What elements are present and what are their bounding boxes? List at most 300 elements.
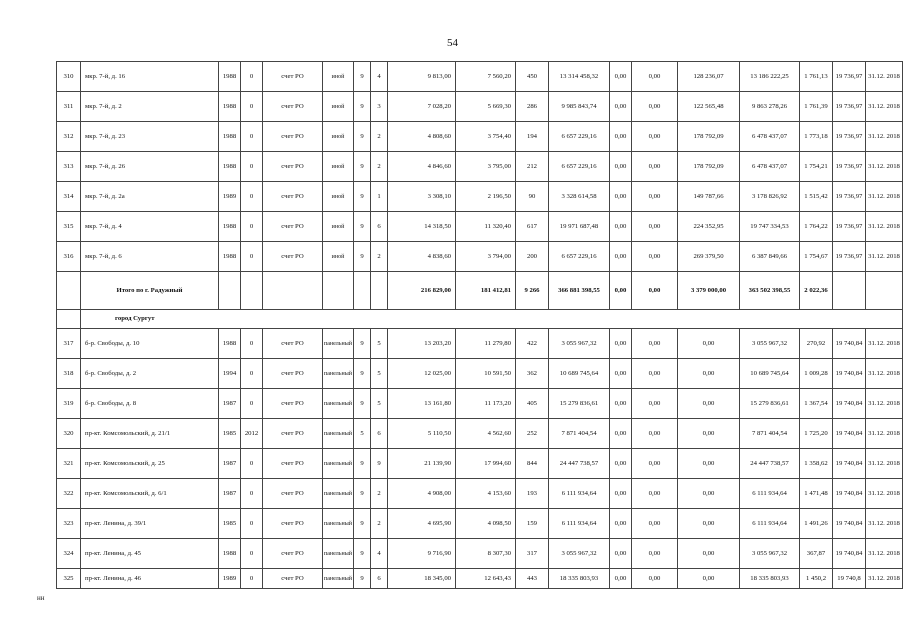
- cost-share-2-cell: 0,00: [632, 479, 678, 509]
- entrances-cell: 4: [371, 62, 388, 92]
- address-cell: пр-кт. Ленина, д. 45: [81, 539, 219, 569]
- entrances-cell: 2: [371, 122, 388, 152]
- table-row: [57, 92, 903, 122]
- unit-cost-cell: 1 491,26: [800, 509, 833, 539]
- cost-share-4-cell: 6 111 934,64: [740, 509, 800, 539]
- total-c4: 363 502 398,55: [740, 272, 800, 310]
- address-cell: мкр. 7-й, д. 2: [81, 92, 219, 122]
- cost-share-3-cell: 0,00: [678, 389, 740, 419]
- floors-cell: 9: [354, 359, 371, 389]
- living-area-cell: 5 669,30: [456, 92, 516, 122]
- city-row: [57, 310, 903, 329]
- unit-cost-cell: 1 009,28: [800, 359, 833, 389]
- unit-cost-cell: 1 761,39: [800, 92, 833, 122]
- repair-year-cell: 0: [241, 509, 263, 539]
- floors-cell: 9: [354, 242, 371, 272]
- deadline-cell: 31.12. 2018: [866, 479, 903, 509]
- cost-share-2-cell: 0,00: [632, 242, 678, 272]
- total-area-cell: 9 716,90: [388, 539, 456, 569]
- floors-cell: 9: [354, 92, 371, 122]
- living-area-cell: 4 098,50: [456, 509, 516, 539]
- wall-material-cell: панельный: [323, 479, 354, 509]
- total-area-cell: 4 695,90: [388, 509, 456, 539]
- cost-share-3-cell: 0,00: [678, 479, 740, 509]
- table-row: [57, 479, 903, 509]
- fund-type-cell: счет РО: [263, 212, 323, 242]
- unit-cost-cell: 270,92: [800, 329, 833, 359]
- max-unit-cost-cell: 19 736,97: [833, 242, 866, 272]
- floors-cell: 9: [354, 329, 371, 359]
- cost-share-1-cell: 0,00: [610, 449, 632, 479]
- cost-share-2-cell: 0,00: [632, 62, 678, 92]
- address-cell: мкр. 7-й, д. 26: [81, 152, 219, 182]
- repair-year-cell: 2012: [241, 419, 263, 449]
- rows-surgut: [57, 329, 903, 589]
- fund-type-cell: счет РО: [263, 182, 323, 212]
- repair-year-cell: 0: [241, 449, 263, 479]
- max-unit-cost-cell: 19 740,84: [833, 479, 866, 509]
- address-cell: пр-кт. Ленина, д. 39/1: [81, 509, 219, 539]
- cost-share-3-cell: 122 565,48: [678, 92, 740, 122]
- table-row: [57, 509, 903, 539]
- footer-mark: нн: [37, 594, 45, 602]
- cost-share-3-cell: 0,00: [678, 419, 740, 449]
- residents-cell: 617: [516, 212, 549, 242]
- fund-type-cell: счет РО: [263, 359, 323, 389]
- cost-share-4-cell: 24 447 738,57: [740, 449, 800, 479]
- total-area-cell: 5 110,50: [388, 419, 456, 449]
- deadline-cell: 31.12. 2018: [866, 242, 903, 272]
- cost-share-2-cell: 0,00: [632, 152, 678, 182]
- total-people: 9 266: [516, 272, 549, 310]
- total-section: [57, 272, 903, 329]
- total-area-cell: 3 308,10: [388, 182, 456, 212]
- table-row: [57, 122, 903, 152]
- cost-share-3-cell: 224 352,95: [678, 212, 740, 242]
- cost-share-4-cell: 15 279 836,61: [740, 389, 800, 419]
- row-number-cell: 315: [57, 212, 81, 242]
- residents-cell: 422: [516, 329, 549, 359]
- build-year-cell: 1985: [219, 419, 241, 449]
- unit-cost-cell: 1 358,62: [800, 449, 833, 479]
- entrances-cell: 6: [371, 419, 388, 449]
- living-area-cell: 8 307,30: [456, 539, 516, 569]
- address-cell: мкр. 7-й, д. 2а: [81, 182, 219, 212]
- unit-cost-cell: 1 764,22: [800, 212, 833, 242]
- cost-share-1-cell: 0,00: [610, 509, 632, 539]
- living-area-cell: 4 562,60: [456, 419, 516, 449]
- table-row: [57, 539, 903, 569]
- total-cost-cell: 3 055 967,32: [549, 539, 610, 569]
- wall-material-cell: иной: [323, 92, 354, 122]
- max-unit-cost-cell: 19 740,84: [833, 449, 866, 479]
- living-area-cell: 4 153,60: [456, 479, 516, 509]
- table-row: [57, 569, 903, 589]
- total-cost-cell: 3 055 967,32: [549, 329, 610, 359]
- build-year-cell: 1985: [219, 509, 241, 539]
- total-label: Итого по г. Радужный: [81, 272, 219, 310]
- wall-material-cell: иной: [323, 122, 354, 152]
- deadline-cell: 31.12. 2018: [866, 389, 903, 419]
- address-cell: б-р. Свободы, д. 2: [81, 359, 219, 389]
- entrances-cell: 2: [371, 152, 388, 182]
- fund-type-cell: счет РО: [263, 122, 323, 152]
- max-unit-cost-cell: 19 736,97: [833, 152, 866, 182]
- row-number-cell: 324: [57, 539, 81, 569]
- cost-share-4-cell: 6 478 437,07: [740, 122, 800, 152]
- repair-year-cell: 0: [241, 62, 263, 92]
- build-year-cell: 1988: [219, 62, 241, 92]
- cost-share-2-cell: 0,00: [632, 329, 678, 359]
- fund-type-cell: счет РО: [263, 419, 323, 449]
- total-c2: 0,00: [632, 272, 678, 310]
- total-area-cell: 21 139,90: [388, 449, 456, 479]
- unit-cost-cell: 1 773,18: [800, 122, 833, 152]
- total-cost-cell: 15 279 836,61: [549, 389, 610, 419]
- fund-type-cell: счет РО: [263, 152, 323, 182]
- deadline-cell: 31.12. 2018: [866, 569, 903, 589]
- entrances-cell: 2: [371, 509, 388, 539]
- max-unit-cost-cell: 19 740,84: [833, 389, 866, 419]
- total-cost-cell: 7 871 404,54: [549, 419, 610, 449]
- row-number-cell: 313: [57, 152, 81, 182]
- cost-share-1-cell: 0,00: [610, 539, 632, 569]
- deadline-cell: 31.12. 2018: [866, 152, 903, 182]
- cost-share-2-cell: 0,00: [632, 389, 678, 419]
- page-number: 54: [447, 37, 458, 49]
- max-unit-cost-cell: 19 740,84: [833, 329, 866, 359]
- total-area2: 181 412,81: [456, 272, 516, 310]
- total-cost-cell: 6 657 229,16: [549, 242, 610, 272]
- entrances-cell: 5: [371, 389, 388, 419]
- living-area-cell: 3 794,00: [456, 242, 516, 272]
- repair-year-cell: 0: [241, 152, 263, 182]
- wall-material-cell: панельный: [323, 419, 354, 449]
- unit-cost-cell: 1 761,13: [800, 62, 833, 92]
- entrances-cell: 5: [371, 359, 388, 389]
- table-row: [57, 182, 903, 212]
- floors-cell: 9: [354, 569, 371, 589]
- total-area-cell: 12 025,00: [388, 359, 456, 389]
- residents-cell: 252: [516, 419, 549, 449]
- total-cost-cell: 6 657 229,16: [549, 122, 610, 152]
- max-unit-cost-cell: 19 736,97: [833, 92, 866, 122]
- repair-year-cell: 0: [241, 182, 263, 212]
- residents-cell: 362: [516, 359, 549, 389]
- unit-cost-cell: 1 754,67: [800, 242, 833, 272]
- living-area-cell: 3 795,00: [456, 152, 516, 182]
- cost-share-3-cell: 0,00: [678, 569, 740, 589]
- total-area-cell: 14 318,50: [388, 212, 456, 242]
- cost-share-2-cell: 0,00: [632, 419, 678, 449]
- living-area-cell: 17 994,60: [456, 449, 516, 479]
- cost-share-2-cell: 0,00: [632, 509, 678, 539]
- cost-share-3-cell: 128 236,07: [678, 62, 740, 92]
- entrances-cell: 5: [371, 329, 388, 359]
- entrances-cell: 1: [371, 182, 388, 212]
- fund-type-cell: счет РО: [263, 569, 323, 589]
- total-area-cell: 9 813,00: [388, 62, 456, 92]
- total-cost: 366 881 398,55: [549, 272, 610, 310]
- wall-material-cell: панельный: [323, 329, 354, 359]
- residents-cell: 200: [516, 242, 549, 272]
- repair-year-cell: 0: [241, 389, 263, 419]
- cost-share-4-cell: 13 186 222,25: [740, 62, 800, 92]
- living-area-cell: 11 173,20: [456, 389, 516, 419]
- row-number-cell: 322: [57, 479, 81, 509]
- unit-cost-cell: 1 725,20: [800, 419, 833, 449]
- cost-share-4-cell: 6 387 849,66: [740, 242, 800, 272]
- total-area-cell: 13 203,20: [388, 329, 456, 359]
- build-year-cell: 1988: [219, 212, 241, 242]
- cost-share-1-cell: 0,00: [610, 569, 632, 589]
- cost-share-3-cell: 0,00: [678, 449, 740, 479]
- address-cell: мкр. 7-й, д. 23: [81, 122, 219, 152]
- living-area-cell: 11 320,40: [456, 212, 516, 242]
- cost-share-4-cell: 3 055 967,32: [740, 539, 800, 569]
- cost-share-3-cell: 178 792,09: [678, 122, 740, 152]
- build-year-cell: 1988: [219, 242, 241, 272]
- floors-cell: 9: [354, 479, 371, 509]
- table-row: [57, 152, 903, 182]
- entrances-cell: 9: [371, 449, 388, 479]
- table-row: [57, 359, 903, 389]
- address-cell: мкр. 7-й, д. 4: [81, 212, 219, 242]
- total-area-cell: 4 808,60: [388, 122, 456, 152]
- wall-material-cell: иной: [323, 182, 354, 212]
- deadline-cell: 31.12. 2018: [866, 329, 903, 359]
- floors-cell: 9: [354, 539, 371, 569]
- max-unit-cost-cell: 19 740,84: [833, 539, 866, 569]
- floors-cell: 9: [354, 182, 371, 212]
- cost-share-1-cell: 0,00: [610, 359, 632, 389]
- row-number-cell: 321: [57, 449, 81, 479]
- build-year-cell: 1988: [219, 122, 241, 152]
- cost-share-4-cell: 6 111 934,64: [740, 479, 800, 509]
- unit-cost-cell: 367,87: [800, 539, 833, 569]
- cost-share-2-cell: 0,00: [632, 92, 678, 122]
- cost-share-4-cell: 7 871 404,54: [740, 419, 800, 449]
- wall-material-cell: иной: [323, 212, 354, 242]
- row-number-cell: 311: [57, 92, 81, 122]
- living-area-cell: 7 560,20: [456, 62, 516, 92]
- total-c1: 0,00: [610, 272, 632, 310]
- cost-share-3-cell: 149 787,66: [678, 182, 740, 212]
- entrances-cell: 3: [371, 92, 388, 122]
- cost-share-2-cell: 0,00: [632, 359, 678, 389]
- address-cell: пр-кт. Комсомольский, д. 25: [81, 449, 219, 479]
- wall-material-cell: иной: [323, 152, 354, 182]
- deadline-cell: 31.12. 2018: [866, 92, 903, 122]
- table-row: [57, 419, 903, 449]
- residents-cell: 450: [516, 62, 549, 92]
- repair-year-cell: 0: [241, 569, 263, 589]
- cost-share-2-cell: 0,00: [632, 122, 678, 152]
- build-year-cell: 1988: [219, 539, 241, 569]
- max-unit-cost-cell: 19 740,84: [833, 419, 866, 449]
- row-number-cell: 320: [57, 419, 81, 449]
- deadline-cell: 31.12. 2018: [866, 539, 903, 569]
- row-number-cell: 318: [57, 359, 81, 389]
- unit-cost-cell: 1 367,54: [800, 389, 833, 419]
- cost-share-4-cell: 9 863 278,26: [740, 92, 800, 122]
- wall-material-cell: панельный: [323, 509, 354, 539]
- table-row: [57, 449, 903, 479]
- total-area-cell: 4 908,00: [388, 479, 456, 509]
- wall-material-cell: иной: [323, 62, 354, 92]
- cost-share-4-cell: 3 055 967,32: [740, 329, 800, 359]
- row-number-cell: 312: [57, 122, 81, 152]
- residents-cell: 212: [516, 152, 549, 182]
- total-row: [57, 272, 903, 310]
- total-cost-cell: 6 657 229,16: [549, 152, 610, 182]
- wall-material-cell: панельный: [323, 359, 354, 389]
- residents-cell: 159: [516, 509, 549, 539]
- total-cost-cell: 18 335 803,93: [549, 569, 610, 589]
- residents-cell: 844: [516, 449, 549, 479]
- max-unit-cost-cell: 19 740,84: [833, 509, 866, 539]
- wall-material-cell: панельный: [323, 449, 354, 479]
- row-number-cell: 325: [57, 569, 81, 589]
- cost-share-3-cell: 0,00: [678, 509, 740, 539]
- table-row: [57, 389, 903, 419]
- unit-cost-cell: 1 471,48: [800, 479, 833, 509]
- residents-cell: 193: [516, 479, 549, 509]
- total-area-cell: 18 345,00: [388, 569, 456, 589]
- fund-type-cell: счет РО: [263, 509, 323, 539]
- living-area-cell: 10 591,50: [456, 359, 516, 389]
- total-area: 216 829,00: [388, 272, 456, 310]
- deadline-cell: 31.12. 2018: [866, 419, 903, 449]
- fund-type-cell: счет РО: [263, 242, 323, 272]
- entrances-cell: 2: [371, 242, 388, 272]
- fund-type-cell: счет РО: [263, 329, 323, 359]
- deadline-cell: 31.12. 2018: [866, 182, 903, 212]
- repair-year-cell: 0: [241, 329, 263, 359]
- cost-share-4-cell: 3 178 826,92: [740, 182, 800, 212]
- cost-share-1-cell: 0,00: [610, 329, 632, 359]
- living-area-cell: 3 754,40: [456, 122, 516, 152]
- total-cost-cell: 6 111 934,64: [549, 509, 610, 539]
- address-cell: мкр. 7-й, д. 16: [81, 62, 219, 92]
- total-cost-cell: 13 314 458,32: [549, 62, 610, 92]
- unit-cost-cell: 1 754,21: [800, 152, 833, 182]
- row-number-cell: 317: [57, 329, 81, 359]
- build-year-cell: 1989: [219, 569, 241, 589]
- repair-year-cell: 0: [241, 92, 263, 122]
- total-area-cell: 13 161,80: [388, 389, 456, 419]
- fund-type-cell: счет РО: [263, 479, 323, 509]
- repair-year-cell: 0: [241, 122, 263, 152]
- cost-share-2-cell: 0,00: [632, 212, 678, 242]
- deadline-cell: 31.12. 2018: [866, 359, 903, 389]
- wall-material-cell: панельный: [323, 389, 354, 419]
- fund-type-cell: счет РО: [263, 389, 323, 419]
- max-unit-cost-cell: 19 736,97: [833, 122, 866, 152]
- unit-cost-cell: 1 450,2: [800, 569, 833, 589]
- max-unit-cost-cell: 19 740,84: [833, 359, 866, 389]
- cost-share-3-cell: 178 792,09: [678, 152, 740, 182]
- living-area-cell: 11 279,80: [456, 329, 516, 359]
- repair-year-cell: 0: [241, 479, 263, 509]
- deadline-cell: 31.12. 2018: [866, 509, 903, 539]
- cost-share-2-cell: 0,00: [632, 569, 678, 589]
- total-cost-cell: 3 328 614,58: [549, 182, 610, 212]
- city-label: город Сургут: [81, 310, 903, 329]
- total-cost-cell: 19 971 687,48: [549, 212, 610, 242]
- repair-year-cell: 0: [241, 359, 263, 389]
- total-c3: 3 379 000,00: [678, 272, 740, 310]
- total-cost-cell: 6 111 934,64: [549, 479, 610, 509]
- repair-year-cell: 0: [241, 212, 263, 242]
- entrances-cell: 6: [371, 569, 388, 589]
- residents-cell: 443: [516, 569, 549, 589]
- cost-share-3-cell: 0,00: [678, 359, 740, 389]
- build-year-cell: 1988: [219, 152, 241, 182]
- row-number-cell: 319: [57, 389, 81, 419]
- build-year-cell: 1994: [219, 359, 241, 389]
- max-unit-cost-cell: 19 736,97: [833, 62, 866, 92]
- cost-share-1-cell: 0,00: [610, 212, 632, 242]
- cost-share-1-cell: 0,00: [610, 242, 632, 272]
- cost-share-1-cell: 0,00: [610, 419, 632, 449]
- cost-share-1-cell: 0,00: [610, 479, 632, 509]
- floors-cell: 9: [354, 449, 371, 479]
- row-number-cell: 314: [57, 182, 81, 212]
- residents-cell: 286: [516, 92, 549, 122]
- total-cost-cell: 24 447 738,57: [549, 449, 610, 479]
- max-unit-cost-cell: 19 736,97: [833, 212, 866, 242]
- cost-share-1-cell: 0,00: [610, 152, 632, 182]
- row-number-cell: 316: [57, 242, 81, 272]
- table-row: [57, 329, 903, 359]
- cost-share-3-cell: 0,00: [678, 329, 740, 359]
- address-cell: пр-кт. Комсомольский, д. 21/1: [81, 419, 219, 449]
- fund-type-cell: счет РО: [263, 92, 323, 122]
- cost-share-3-cell: 269 379,50: [678, 242, 740, 272]
- living-area-cell: 2 196,50: [456, 182, 516, 212]
- floors-cell: 9: [354, 62, 371, 92]
- cost-share-1-cell: 0,00: [610, 92, 632, 122]
- total-area-cell: 4 846,60: [388, 152, 456, 182]
- residents-cell: 405: [516, 389, 549, 419]
- address-cell: б-р. Свободы, д. 10: [81, 329, 219, 359]
- fund-type-cell: счет РО: [263, 62, 323, 92]
- fund-type-cell: счет РО: [263, 449, 323, 479]
- build-year-cell: 1988: [219, 92, 241, 122]
- cost-share-2-cell: 0,00: [632, 539, 678, 569]
- build-year-cell: 1987: [219, 479, 241, 509]
- rows-radužny: [57, 62, 903, 272]
- living-area-cell: 12 643,43: [456, 569, 516, 589]
- deadline-cell: 31.12. 2018: [866, 62, 903, 92]
- row-number-cell: 323: [57, 509, 81, 539]
- repair-year-cell: 0: [241, 242, 263, 272]
- total-cost-cell: 10 689 745,64: [549, 359, 610, 389]
- floors-cell: 9: [354, 509, 371, 539]
- entrances-cell: 2: [371, 479, 388, 509]
- total-area-cell: 7 028,20: [388, 92, 456, 122]
- floors-cell: 9: [354, 212, 371, 242]
- residents-cell: 194: [516, 122, 549, 152]
- entrances-cell: 4: [371, 539, 388, 569]
- cost-share-3-cell: 0,00: [678, 539, 740, 569]
- build-year-cell: 1989: [219, 182, 241, 212]
- cost-share-4-cell: 19 747 334,53: [740, 212, 800, 242]
- row-number-cell: 310: [57, 62, 81, 92]
- unit-cost-cell: 1 515,42: [800, 182, 833, 212]
- repair-year-cell: 0: [241, 539, 263, 569]
